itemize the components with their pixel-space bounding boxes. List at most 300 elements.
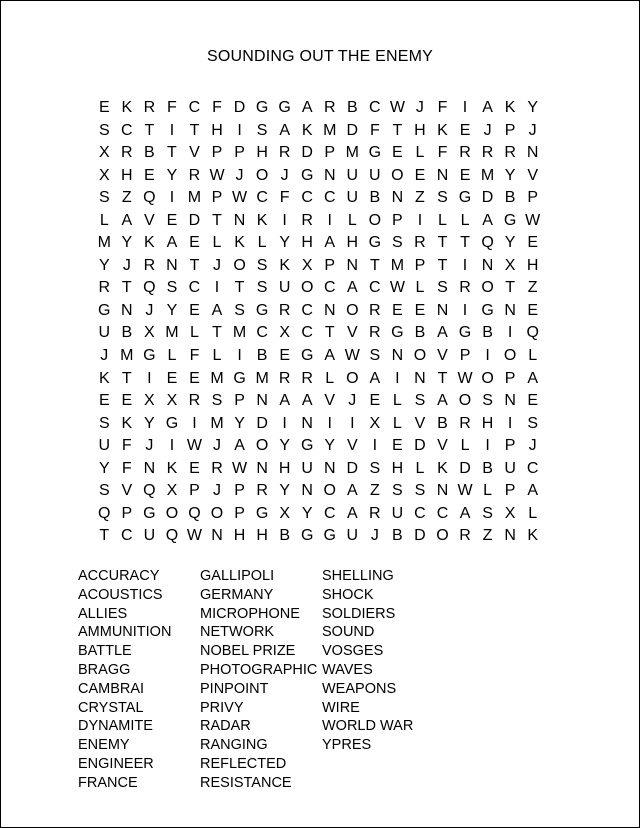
grid-letter: G (458, 189, 472, 207)
grid-letter: N (346, 256, 359, 274)
grid-letter: D (414, 527, 426, 545)
grid-letter: W (389, 279, 405, 297)
grid-letter: W (344, 347, 360, 365)
grid-letter: Q (143, 279, 156, 297)
grid-letter: S (256, 121, 268, 139)
grid-letter: I (350, 414, 355, 432)
grid-letter: P (234, 144, 245, 162)
grid-letter: I (462, 99, 468, 116)
grid-letter: T (234, 279, 245, 297)
grid-letter: F (121, 437, 132, 455)
grid-letter: A (346, 504, 358, 522)
grid-letter: N (504, 301, 516, 319)
grid-letter: D (414, 437, 426, 455)
grid-letter: L (460, 211, 470, 229)
grid-letter: Y (504, 166, 516, 184)
grid-letter: N (143, 459, 156, 477)
grid-letter: L (325, 369, 335, 387)
grid-letter: Z (527, 279, 538, 297)
grid-letter: H (481, 414, 494, 432)
grid-letter: W (389, 99, 405, 116)
grid-letter: F (189, 347, 200, 365)
grid-letter: Y (324, 437, 336, 455)
grid-letter: A (482, 99, 493, 116)
grid-letter: B (346, 99, 358, 116)
grid-letter: U (369, 166, 381, 184)
word-item: RESISTANCE (200, 774, 292, 791)
word-item: SOLDIERS (322, 605, 396, 622)
grid-letter: B (121, 324, 133, 342)
grid-letter: X (98, 166, 110, 184)
grid-letter: M (97, 234, 111, 252)
grid-row (93, 390, 551, 413)
word-item: SOUND (322, 624, 375, 641)
grid-letter: M (187, 189, 202, 207)
grid-letter: G (255, 301, 269, 319)
grid-letter: E (98, 392, 110, 410)
grid-letter: D (256, 414, 268, 432)
grid-letter: J (348, 392, 357, 410)
grid-letter: Z (482, 527, 493, 545)
grid-letter: T (121, 279, 132, 297)
grid-letter: S (437, 279, 448, 297)
grid-letter: V (121, 482, 133, 500)
grid-letter: T (144, 121, 155, 139)
grid-letter: M (210, 414, 224, 432)
grid-letter: Y (504, 234, 516, 252)
grid-letter: P (211, 144, 223, 162)
grid-letter: R (459, 144, 471, 162)
grid-letter: I (147, 369, 152, 387)
grid-letter: Q (143, 482, 156, 500)
grid-letter: E (527, 301, 538, 319)
grid-letter: C (188, 279, 201, 297)
grid-letter: S (211, 392, 223, 410)
grid-letter: J (483, 121, 492, 139)
grid-letter: D (459, 459, 471, 477)
grid-letter: A (459, 504, 471, 522)
grid-letter: O (413, 347, 427, 365)
grid-letter: C (526, 459, 539, 477)
grid-letter: L (460, 437, 470, 455)
grid-letter: G (165, 414, 179, 432)
grid-letter: U (346, 166, 359, 184)
grid-letter: I (462, 301, 468, 319)
grid-letter: R (278, 144, 291, 162)
grid-letter: E (166, 211, 178, 229)
grid-letter: A (121, 211, 133, 229)
grid-row (93, 413, 551, 436)
grid-letter: O (300, 279, 314, 297)
grid-letter: J (280, 166, 289, 184)
grid-letter: S (256, 256, 268, 274)
grid-letter: A (527, 482, 538, 500)
letter-grid (93, 97, 551, 548)
grid-row (93, 480, 551, 503)
grid-letter: Z (415, 189, 425, 207)
grid-letter: I (327, 414, 332, 432)
grid-letter: W (457, 482, 473, 500)
grid-letter: S (98, 189, 110, 207)
grid-letter: X (504, 504, 516, 522)
word-item: VOSGES (322, 643, 384, 660)
grid-letter: N (233, 211, 246, 229)
grid-letter: T (369, 256, 380, 274)
grid-letter: P (211, 189, 223, 207)
grid-letter: R (188, 166, 201, 184)
grid-letter: M (232, 324, 247, 342)
grid-letter: H (301, 234, 313, 252)
grid-letter: G (143, 347, 156, 365)
grid-letter: Y (144, 414, 155, 432)
word-item: ACOUSTICS (78, 586, 163, 603)
grid-letter: L (392, 414, 402, 432)
grid-letter: I (485, 347, 490, 365)
grid-letter: P (504, 121, 516, 139)
grid-letter: T (189, 121, 200, 139)
grid-letter: Z (121, 189, 132, 207)
grid-row (93, 142, 551, 165)
grid-letter: X (279, 504, 290, 522)
grid-letter: R (459, 279, 471, 297)
grid-letter: W (209, 166, 225, 184)
grid-letter: H (278, 459, 291, 477)
grid-letter: I (214, 279, 220, 297)
grid-letter: G (323, 527, 336, 545)
grid-letter: N (121, 301, 133, 319)
grid-letter: Y (98, 459, 110, 477)
grid-letter: O (481, 369, 494, 387)
grid-letter: N (504, 392, 516, 410)
grid-row (93, 525, 551, 548)
grid-letter: N (526, 144, 539, 162)
grid-letter: I (327, 211, 332, 229)
grid-letter: L (415, 279, 425, 297)
grid-letter: P (504, 437, 516, 455)
grid-letter: I (485, 437, 490, 455)
grid-letter: G (255, 504, 269, 522)
grid-letter: A (211, 301, 223, 319)
grid-letter: N (414, 369, 426, 387)
grid-letter: R (504, 144, 516, 162)
grid-letter: L (438, 211, 447, 229)
grid-letter: Q (526, 324, 539, 342)
grid-letter: E (459, 121, 471, 139)
grid-letter: S (166, 279, 178, 297)
grid-letter: V (527, 166, 538, 184)
grid-letter: E (527, 392, 538, 410)
grid-letter: G (98, 301, 111, 319)
grid-letter: A (482, 211, 493, 229)
grid-letter: H (211, 121, 223, 139)
grid-letter: E (459, 166, 471, 184)
word-item: SHOCK (322, 586, 374, 603)
grid-row (93, 277, 551, 300)
grid-letter: G (300, 166, 314, 184)
grid-letter: G (300, 347, 314, 365)
grid-letter: A (324, 347, 336, 365)
grid-letter: S (482, 504, 493, 522)
grid-letter: T (437, 256, 448, 274)
grid-letter: R (301, 211, 313, 229)
grid-letter: M (480, 166, 495, 184)
grid-letter: B (504, 189, 516, 207)
grid-letter: H (256, 527, 268, 545)
grid-letter: U (391, 504, 404, 522)
grid-letter: C (323, 189, 336, 207)
word-item: ACCURACY (78, 568, 160, 584)
word-item: GALLIPOLI (200, 568, 275, 584)
puzzle-title: SOUNDING OUT THE ENEMY (206, 48, 434, 65)
grid-letter: Q (98, 504, 111, 522)
word-item: REFLECTED (200, 755, 287, 772)
grid-letter: E (189, 234, 200, 252)
grid-letter: E (279, 347, 290, 365)
grid-letter: N (391, 189, 404, 207)
grid-letter: M (210, 369, 224, 387)
grid-letter: S (392, 234, 403, 252)
grid-letter: K (437, 121, 448, 139)
grid-row (93, 120, 551, 143)
grid-letter: P (324, 144, 336, 162)
grid-letter: A (301, 392, 313, 410)
grid-letter: L (212, 234, 222, 252)
word-item: BATTLE (78, 643, 132, 660)
grid-letter: V (144, 211, 155, 229)
grid-row (93, 97, 551, 120)
word-item: PINPOINT (200, 680, 269, 697)
grid-letter: K (504, 99, 516, 116)
grid-letter: J (122, 256, 131, 274)
grid-letter: O (503, 347, 517, 365)
grid-letter: F (437, 99, 448, 116)
grid-letter: N (481, 256, 494, 274)
grid-letter: N (436, 166, 449, 184)
grid-letter: K (234, 234, 245, 252)
grid-letter: S (392, 482, 403, 500)
grid-letter: G (368, 144, 382, 162)
grid-letter: E (392, 144, 403, 162)
grid-letter: A (527, 369, 538, 387)
grid-letter: G (278, 99, 291, 116)
grid-letter: C (121, 527, 133, 545)
grid-row (93, 232, 551, 255)
grid-letter: M (390, 256, 405, 274)
grid-letter: L (528, 504, 538, 522)
grid-letter: G (368, 234, 382, 252)
grid-letter: G (503, 211, 517, 229)
grid-letter: U (346, 189, 359, 207)
grid-letter: T (99, 527, 110, 545)
grid-letter: L (212, 347, 222, 365)
grid-letter: S (369, 459, 381, 477)
grid-letter: N (166, 256, 178, 274)
grid-letter: B (369, 189, 381, 207)
grid-letter: Q (165, 527, 179, 545)
grid-letter: I (282, 414, 287, 432)
grid-row (93, 322, 551, 345)
grid-letter: J (145, 301, 154, 319)
grid-letter: I (169, 189, 175, 207)
grid-letter: M (255, 369, 269, 387)
grid-letter: R (481, 144, 494, 162)
grid-letter: H (121, 166, 133, 184)
grid-letter: L (415, 144, 425, 162)
grid-letter: I (282, 211, 287, 229)
word-item: ENGINEER (78, 755, 154, 772)
grid-letter: H (414, 121, 426, 139)
grid-letter: M (165, 324, 179, 342)
grid-letter: S (414, 482, 426, 500)
grid-letter: L (415, 459, 425, 477)
grid-letter: N (436, 482, 449, 500)
grid-letter: N (256, 459, 268, 477)
grid-letter: E (121, 392, 133, 410)
grid-letter: U (504, 459, 516, 477)
grid-letter: S (369, 347, 381, 365)
grid-letter: P (527, 189, 538, 207)
grid-letter: C (369, 99, 381, 116)
grid-letter: H (391, 459, 404, 477)
grid-letter: Y (98, 256, 110, 274)
grid-letter: O (481, 279, 494, 297)
grid-letter: M (323, 121, 337, 139)
grid-letter: G (255, 99, 269, 116)
grid-letter: D (233, 99, 246, 116)
word-item: WORLD WAR (322, 718, 414, 735)
grid-letter: E (392, 437, 403, 455)
grid-letter: W (186, 527, 203, 545)
grid-letter: R (256, 482, 268, 500)
grid-letter: K (166, 459, 178, 477)
grid-letter: B (437, 414, 448, 432)
grid-letter: S (98, 121, 110, 139)
grid-letter: F (279, 189, 290, 207)
grid-letter: P (189, 482, 200, 500)
grid-letter: Q (143, 189, 156, 207)
grid-letter: H (526, 256, 539, 274)
grid-letter: D (481, 189, 494, 207)
grid-letter: Y (279, 234, 290, 252)
grid-letter: F (369, 121, 380, 139)
grid-letter: K (437, 459, 448, 477)
grid-letter: R (414, 234, 426, 252)
grid-letter: N (211, 527, 223, 545)
grid-letter: Q (481, 234, 494, 252)
word-item: MICROPHONE (200, 605, 300, 622)
grid-letter: T (392, 121, 403, 139)
grid-letter: C (256, 324, 268, 342)
grid-letter: A (234, 437, 245, 455)
grid-letter: E (414, 301, 426, 319)
grid-letter: K (279, 256, 290, 274)
grid-letter: Q (188, 504, 201, 522)
grid-letter: W (232, 459, 248, 477)
grid-letter: D (301, 144, 313, 162)
grid-letter: L (99, 211, 109, 229)
grid-letter: A (301, 99, 313, 116)
word-item: FRANCE (78, 774, 138, 791)
grid-letter: O (233, 256, 246, 274)
grid-letter: R (143, 256, 156, 274)
grid-letter: E (166, 369, 178, 387)
grid-letter: V (189, 144, 200, 162)
word-item: WIRE (322, 699, 360, 716)
grid-letter: O (210, 504, 224, 522)
grid-letter: W (186, 437, 203, 455)
grid-letter: S (437, 189, 448, 207)
grid-letter: Y (527, 99, 538, 116)
grid-letter: I (372, 437, 378, 455)
grid-letter: F (212, 99, 222, 116)
grid-letter: E (189, 369, 200, 387)
grid-letter: F (121, 459, 132, 477)
grid-letter: J (145, 437, 154, 455)
grid-letter: R (369, 301, 381, 319)
grid-letter: X (504, 256, 516, 274)
grid-letter: C (121, 121, 133, 139)
grid-letter: E (369, 392, 381, 410)
word-item: CRYSTAL (78, 699, 144, 716)
grid-letter: E (392, 301, 403, 319)
grid-letter: R (459, 414, 471, 432)
grid-letter: K (144, 234, 155, 252)
grid-letter: A (279, 392, 290, 410)
grid-letter: I (192, 414, 197, 432)
grid-letter: D (346, 459, 359, 477)
grid-letter: D (188, 211, 201, 229)
grid-letter: Y (301, 504, 313, 522)
grid-letter: O (368, 211, 382, 229)
word-item: GERMANY (200, 586, 274, 603)
grid-letter: J (235, 166, 244, 184)
grid-letter: K (98, 369, 110, 387)
grid-letter: N (436, 301, 449, 319)
grid-letter: R (323, 99, 336, 116)
grid-letter: I (169, 437, 175, 455)
grid-letter: I (507, 324, 513, 342)
grid-letter: I (417, 211, 423, 229)
grid-letter: Y (279, 482, 290, 500)
grid-letter: P (234, 482, 245, 500)
word-item: RANGING (200, 737, 268, 754)
grid-letter: V (437, 347, 448, 365)
grid-letter: A (324, 234, 336, 252)
word-column (322, 567, 462, 793)
grid-letter: I (237, 347, 242, 365)
grid-letter: R (459, 527, 471, 545)
grid-letter: R (301, 369, 313, 387)
grid-letter: L (347, 211, 357, 229)
grid-letter: C (301, 324, 313, 342)
grid-letter: M (120, 347, 134, 365)
word-item: RADAR (200, 718, 251, 735)
grid-letter: O (255, 437, 269, 455)
grid-letter: U (278, 279, 291, 297)
grid-letter: I (462, 256, 468, 274)
grid-letter: J (213, 256, 221, 274)
grid-letter: O (346, 369, 359, 387)
grid-letter: W (525, 211, 541, 229)
grid-letter: A (437, 392, 448, 410)
grid-letter: M (345, 144, 359, 162)
grid-letter: H (233, 527, 246, 545)
grid-letter: R (121, 144, 133, 162)
grid-letter: L (483, 482, 493, 500)
grid-letter: Y (166, 301, 178, 319)
word-item: WEAPONS (322, 680, 397, 697)
grid-letter: G (233, 369, 246, 387)
